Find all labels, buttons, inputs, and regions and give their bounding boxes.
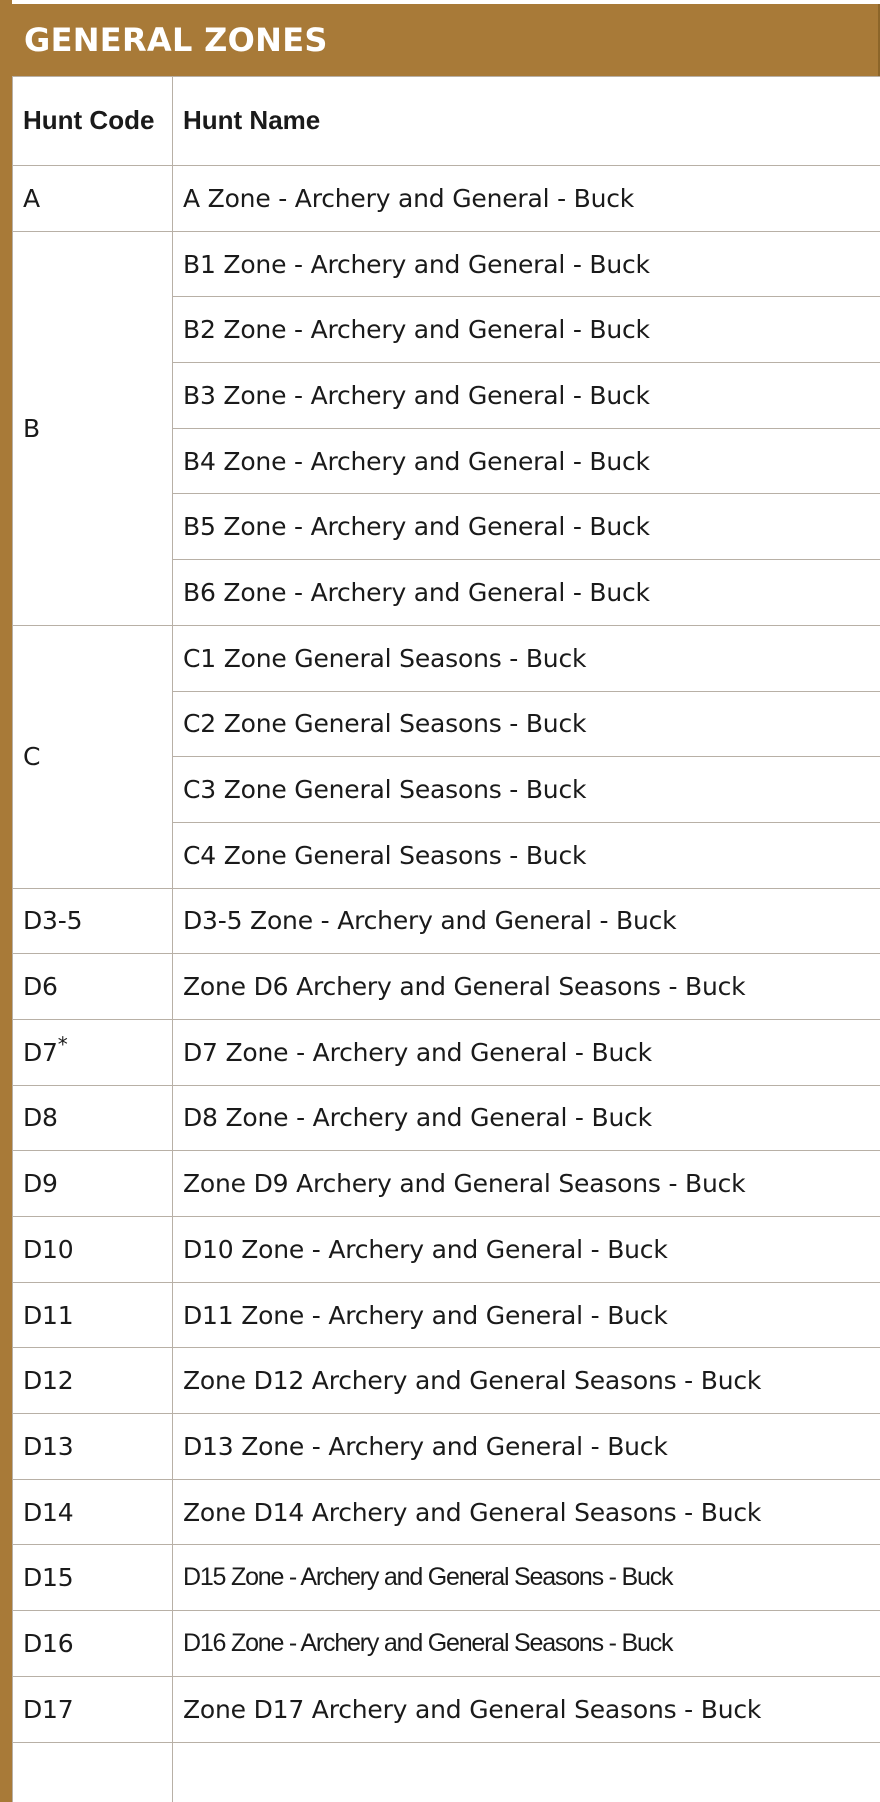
left-accent-rule bbox=[0, 0, 12, 1802]
hunt-code-text: D17 bbox=[23, 1694, 74, 1724]
hunt-code-text: D11 bbox=[23, 1300, 74, 1330]
hunt-name-cell: B3 Zone - Archery and General - Buck bbox=[173, 363, 880, 429]
column-header-hunt-code: Hunt Code bbox=[13, 77, 173, 166]
hunt-name-cell: B1 Zone - Archery and General - Buck bbox=[173, 231, 880, 297]
table-row bbox=[13, 166, 880, 232]
table-row bbox=[13, 1676, 880, 1742]
hunt-code-text: D3-5 bbox=[23, 906, 83, 936]
hunt-name-cell: B5 Zone - Archery and General - Buck bbox=[173, 494, 880, 560]
hunt-code-cell bbox=[13, 1414, 173, 1480]
hunt-code-cell bbox=[13, 888, 173, 954]
hunt-code-text: D8 bbox=[23, 1103, 58, 1133]
hunt-code-text: D14 bbox=[23, 1497, 74, 1527]
hunt-code-cell bbox=[13, 1151, 173, 1217]
hunt-code-cell bbox=[13, 231, 173, 625]
hunt-code-text: D10 bbox=[23, 1234, 74, 1264]
table-header-row bbox=[13, 77, 880, 166]
table-row bbox=[13, 625, 880, 691]
footnote-asterisk: * bbox=[57, 1032, 68, 1057]
hunt-code-text: D6 bbox=[23, 972, 58, 1002]
hunt-code-cell bbox=[13, 1282, 173, 1348]
hunt-code-text: D15 bbox=[23, 1563, 74, 1593]
hunt-code-text: D12 bbox=[23, 1366, 74, 1396]
hunt-code-text: D16 bbox=[23, 1628, 74, 1658]
table-row bbox=[13, 1019, 880, 1085]
hunt-name-cell: C2 Zone General Seasons - Buck bbox=[173, 691, 880, 757]
column-header-hunt-name: Hunt Name bbox=[173, 77, 880, 166]
hunt-name-cell: Zone D6 Archery and General Seasons - Buck bbox=[173, 954, 880, 1020]
hunt-code-text: B bbox=[23, 413, 40, 443]
hunt-code-cell bbox=[13, 1742, 173, 1802]
hunt-code-text: D9 bbox=[23, 1169, 58, 1199]
hunt-code-text: C bbox=[23, 742, 41, 772]
hunt-code-text: A bbox=[23, 183, 40, 213]
hunt-code-cell bbox=[13, 1611, 173, 1677]
table-row bbox=[13, 231, 880, 297]
hunt-name-cell: Zone D14 Archery and General Seasons - Buck bbox=[173, 1479, 880, 1545]
hunt-name-cell bbox=[173, 1742, 880, 1802]
hunt-code-cell bbox=[13, 954, 173, 1020]
table-row bbox=[13, 1085, 880, 1151]
hunt-name-cell: A Zone - Archery and General - Buck bbox=[173, 166, 880, 232]
hunt-code-cell bbox=[13, 625, 173, 888]
table-row bbox=[13, 1545, 880, 1611]
table-row bbox=[13, 1348, 880, 1414]
hunt-name-cell: D11 Zone - Archery and General - Buck bbox=[173, 1282, 880, 1348]
hunt-name-cell: D13 Zone - Archery and General - Buck bbox=[173, 1414, 880, 1480]
hunt-name-cell: D10 Zone - Archery and General - Buck bbox=[173, 1217, 880, 1283]
hunt-code-cell bbox=[13, 1479, 173, 1545]
table-row bbox=[13, 1282, 880, 1348]
hunt-name-cell: D15 Zone - Archery and General Seasons - Buck bbox=[173, 1545, 880, 1611]
table-row bbox=[13, 954, 880, 1020]
hunt-name-cell: C3 Zone General Seasons - Buck bbox=[173, 757, 880, 823]
hunt-name-cell: C4 Zone General Seasons - Buck bbox=[173, 822, 880, 888]
hunt-code-cell bbox=[13, 1085, 173, 1151]
hunt-name-cell: Zone D9 Archery and General Seasons - Buck bbox=[173, 1151, 880, 1217]
hunt-code-cell bbox=[13, 1019, 173, 1085]
page-title: GENERAL ZONES bbox=[24, 21, 328, 59]
hunt-name-cell: C1 Zone General Seasons - Buck bbox=[173, 625, 880, 691]
hunt-name-cell: D3-5 Zone - Archery and General - Buck bbox=[173, 888, 880, 954]
hunt-name-cell: D16 Zone - Archery and General Seasons - Buck bbox=[173, 1611, 880, 1677]
hunt-name-cell: B6 Zone - Archery and General - Buck bbox=[173, 560, 880, 626]
table-row bbox=[13, 1611, 880, 1677]
table-row bbox=[13, 1742, 880, 1802]
table-row bbox=[13, 888, 880, 954]
hunt-name-cell: Zone D17 Archery and General Seasons - Buck bbox=[173, 1676, 880, 1742]
hunt-code-cell bbox=[13, 1348, 173, 1414]
hunt-name-cell: B4 Zone - Archery and General - Buck bbox=[173, 428, 880, 494]
hunt-code-cell bbox=[13, 1676, 173, 1742]
table-row bbox=[13, 1151, 880, 1217]
hunt-zones-table bbox=[12, 76, 880, 1802]
hunt-code-text: D13 bbox=[23, 1431, 74, 1461]
table-body bbox=[13, 166, 880, 1802]
hunt-name-cell: D8 Zone - Archery and General - Buck bbox=[173, 1085, 880, 1151]
table-row bbox=[13, 1217, 880, 1283]
table-row bbox=[13, 1479, 880, 1545]
hunt-code-cell bbox=[13, 166, 173, 232]
hunt-name-cell: Zone D12 Archery and General Seasons - Buck bbox=[173, 1348, 880, 1414]
hunt-name-cell: D7 Zone - Archery and General - Buck bbox=[173, 1019, 880, 1085]
title-bar bbox=[0, 4, 880, 76]
hunt-code-text: D7 bbox=[23, 1037, 58, 1067]
hunt-code-cell bbox=[13, 1217, 173, 1283]
hunt-name-cell: B2 Zone - Archery and General - Buck bbox=[173, 297, 880, 363]
table-row bbox=[13, 1414, 880, 1480]
hunt-code-cell bbox=[13, 1545, 173, 1611]
